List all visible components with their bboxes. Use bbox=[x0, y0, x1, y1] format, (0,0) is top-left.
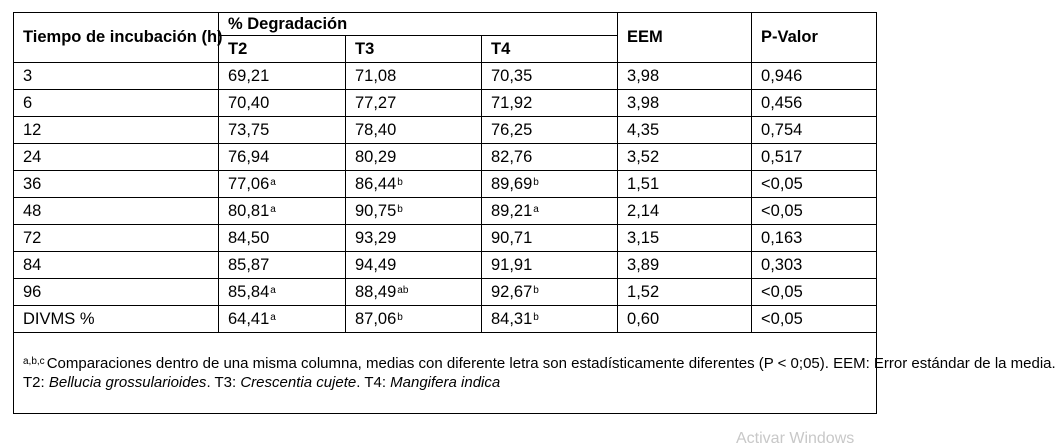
cell-value: <0,05 bbox=[761, 282, 803, 301]
cell-p bbox=[752, 144, 877, 171]
cell-t4 bbox=[482, 63, 618, 90]
cell-value: 71,92 bbox=[491, 93, 533, 112]
footnote-text: Comparaciones dentro de una misma columna, medias con diferente letra son estadísticamente diferentes (P < 0;05). EEM: Error estándar de la media. bbox=[46, 355, 1056, 372]
footnote-line-2 bbox=[23, 373, 876, 392]
cell-value: 94,49 bbox=[355, 255, 397, 274]
cell-value: 4,35 bbox=[627, 120, 660, 139]
significance-letter: b bbox=[533, 311, 539, 323]
cell-value: 0,517 bbox=[761, 147, 803, 166]
header-t2: T2 bbox=[219, 36, 346, 63]
cell-value: 96 bbox=[23, 282, 42, 301]
significance-letter: b bbox=[397, 203, 403, 215]
cell-value: 82,76 bbox=[491, 147, 533, 166]
cell-value: 80,81 bbox=[228, 201, 270, 220]
cell-t3 bbox=[346, 306, 482, 333]
cell-t3 bbox=[346, 90, 482, 117]
cell-eem bbox=[618, 198, 752, 225]
cell-eem bbox=[618, 63, 752, 90]
footnote-t2-label: T2: bbox=[23, 374, 49, 391]
table-footnote bbox=[14, 333, 1056, 414]
table-row bbox=[14, 171, 877, 198]
footnote-row bbox=[14, 333, 877, 414]
significance-letter: b bbox=[533, 176, 539, 188]
cell-value: 70,35 bbox=[491, 66, 533, 85]
cell-value: 6 bbox=[23, 93, 33, 112]
cell-t2 bbox=[219, 144, 346, 171]
cell-time bbox=[14, 63, 219, 90]
cell-t4 bbox=[482, 144, 618, 171]
cell-p bbox=[752, 225, 877, 252]
cell-eem bbox=[618, 252, 752, 279]
cell-value: 69,21 bbox=[228, 66, 270, 85]
table-row bbox=[14, 90, 877, 117]
cell-time bbox=[14, 171, 219, 198]
significance-letter: a bbox=[533, 203, 539, 215]
cell-time bbox=[14, 306, 219, 333]
cell-p bbox=[752, 117, 877, 144]
cell-value: 72 bbox=[23, 228, 42, 247]
cell-value: 89,69 bbox=[491, 174, 533, 193]
cell-t2 bbox=[219, 90, 346, 117]
cell-value: 78,40 bbox=[355, 120, 397, 139]
cell-value: 80,29 bbox=[355, 147, 397, 166]
cell-value: 89,21 bbox=[491, 201, 533, 220]
significance-letter: a bbox=[270, 284, 276, 296]
cell-t2 bbox=[219, 171, 346, 198]
cell-t3 bbox=[346, 198, 482, 225]
header-eem: EEM bbox=[618, 13, 752, 63]
activation-watermark: Activar Windows bbox=[736, 430, 855, 447]
cell-t3 bbox=[346, 117, 482, 144]
cell-t3 bbox=[346, 63, 482, 90]
cell-value: 77,06 bbox=[228, 174, 270, 193]
table-row bbox=[14, 279, 877, 306]
cell-t4 bbox=[482, 117, 618, 144]
cell-value: 3 bbox=[23, 66, 33, 85]
cell-value: 70,40 bbox=[228, 93, 270, 112]
table-row bbox=[14, 144, 877, 171]
cell-t2 bbox=[219, 252, 346, 279]
significance-letter: ab bbox=[397, 284, 409, 296]
footnote-t3-label: . T3: bbox=[206, 374, 241, 391]
cell-value: 12 bbox=[23, 120, 42, 139]
significance-letter: a bbox=[270, 176, 276, 188]
cell-t2 bbox=[219, 279, 346, 306]
cell-time bbox=[14, 225, 219, 252]
table-row bbox=[14, 225, 877, 252]
cell-p bbox=[752, 90, 877, 117]
header-t4: T4 bbox=[482, 36, 618, 63]
cell-time bbox=[14, 252, 219, 279]
table-row bbox=[14, 198, 877, 225]
cell-value: 0,754 bbox=[761, 120, 803, 139]
cell-value: 84 bbox=[23, 255, 42, 274]
cell-time bbox=[14, 198, 219, 225]
cell-value: 0,946 bbox=[761, 66, 803, 85]
cell-t2 bbox=[219, 198, 346, 225]
cell-t4 bbox=[482, 198, 618, 225]
cell-value: 1,52 bbox=[627, 282, 660, 301]
cell-value: 77,27 bbox=[355, 93, 397, 112]
degradation-table bbox=[13, 12, 1056, 414]
header-t3: T3 bbox=[346, 36, 482, 63]
cell-t4 bbox=[482, 279, 618, 306]
cell-eem bbox=[618, 306, 752, 333]
cell-t3 bbox=[346, 144, 482, 171]
table-body bbox=[14, 63, 877, 333]
cell-eem bbox=[618, 144, 752, 171]
footnote-t3-species: Crescentia cujete bbox=[240, 374, 357, 391]
cell-eem bbox=[618, 225, 752, 252]
cell-value: 73,75 bbox=[228, 120, 270, 139]
cell-value: 90,71 bbox=[491, 228, 533, 247]
significance-letter: a bbox=[270, 311, 276, 323]
cell-eem bbox=[618, 279, 752, 306]
cell-value: <0,05 bbox=[761, 174, 803, 193]
cell-value: 84,31 bbox=[491, 309, 533, 328]
cell-value: <0,05 bbox=[761, 201, 803, 220]
cell-value: 86,44 bbox=[355, 174, 397, 193]
cell-value: 48 bbox=[23, 201, 42, 220]
cell-value: 3,15 bbox=[627, 228, 660, 247]
cell-t4 bbox=[482, 252, 618, 279]
cell-value: 24 bbox=[23, 147, 42, 166]
cell-value: 93,29 bbox=[355, 228, 397, 247]
cell-time bbox=[14, 117, 219, 144]
cell-p bbox=[752, 171, 877, 198]
cell-t3 bbox=[346, 279, 482, 306]
cell-value: 84,50 bbox=[228, 228, 270, 247]
cell-p bbox=[752, 306, 877, 333]
table-row bbox=[14, 63, 877, 90]
cell-value: 0,456 bbox=[761, 93, 803, 112]
significance-letter: b bbox=[533, 284, 539, 296]
cell-value: 0,303 bbox=[761, 255, 803, 274]
cell-time bbox=[14, 144, 219, 171]
header-row-1 bbox=[14, 13, 877, 36]
cell-time bbox=[14, 279, 219, 306]
cell-t3 bbox=[346, 252, 482, 279]
cell-value: 2,14 bbox=[627, 201, 660, 220]
cell-t4 bbox=[482, 306, 618, 333]
cell-value: 0,60 bbox=[627, 309, 660, 328]
cell-value: 0,163 bbox=[761, 228, 803, 247]
cell-value: <0,05 bbox=[761, 309, 803, 328]
cell-value: 3,89 bbox=[627, 255, 660, 274]
cell-t3 bbox=[346, 225, 482, 252]
cell-p bbox=[752, 63, 877, 90]
cell-p bbox=[752, 252, 877, 279]
cell-t4 bbox=[482, 225, 618, 252]
footnote-t4-species: Mangifera indica bbox=[390, 374, 501, 391]
cell-value: 3,98 bbox=[627, 93, 660, 112]
table-row bbox=[14, 252, 877, 279]
cell-value: 36 bbox=[23, 174, 42, 193]
cell-value: 76,25 bbox=[491, 120, 533, 139]
cell-t3 bbox=[346, 171, 482, 198]
cell-p bbox=[752, 279, 877, 306]
cell-time bbox=[14, 90, 219, 117]
footnote-line-1 bbox=[23, 354, 1056, 373]
cell-value: 90,75 bbox=[355, 201, 397, 220]
cell-eem bbox=[618, 171, 752, 198]
cell-value: 71,08 bbox=[355, 66, 397, 85]
cell-value: 87,06 bbox=[355, 309, 397, 328]
cell-value: 88,49 bbox=[355, 282, 397, 301]
footnote-t2-species: Bellucia grossularioides bbox=[48, 374, 207, 391]
header-pvalue: P-Valor bbox=[752, 13, 877, 63]
footnote-t4-label: . T4: bbox=[356, 374, 391, 391]
footnote-superscript: a,b,c bbox=[23, 356, 45, 367]
header-incubation-time: Tiempo de incubación (h) bbox=[14, 13, 219, 63]
cell-t4 bbox=[482, 171, 618, 198]
cell-value: 85,84 bbox=[228, 282, 270, 301]
cell-t2 bbox=[219, 225, 346, 252]
cell-value: 92,67 bbox=[491, 282, 533, 301]
cell-value: 3,98 bbox=[627, 66, 660, 85]
table-row bbox=[14, 117, 877, 144]
cell-value: 76,94 bbox=[228, 147, 270, 166]
cell-eem bbox=[618, 90, 752, 117]
cell-value: 85,87 bbox=[228, 255, 270, 274]
cell-value: 64,41 bbox=[228, 309, 270, 328]
table-row bbox=[14, 306, 877, 333]
significance-letter: a bbox=[270, 203, 276, 215]
significance-letter: b bbox=[397, 311, 403, 323]
cell-value: DIVMS % bbox=[23, 309, 95, 328]
cell-t2 bbox=[219, 117, 346, 144]
cell-value: 3,52 bbox=[627, 147, 660, 166]
cell-t2 bbox=[219, 63, 346, 90]
cell-p bbox=[752, 198, 877, 225]
cell-value: 91,91 bbox=[491, 255, 533, 274]
significance-letter: b bbox=[397, 176, 403, 188]
cell-t4 bbox=[482, 90, 618, 117]
cell-value: 1,51 bbox=[627, 174, 660, 193]
cell-t2 bbox=[219, 306, 346, 333]
header-degradation: % Degradación bbox=[219, 13, 618, 36]
cell-eem bbox=[618, 117, 752, 144]
